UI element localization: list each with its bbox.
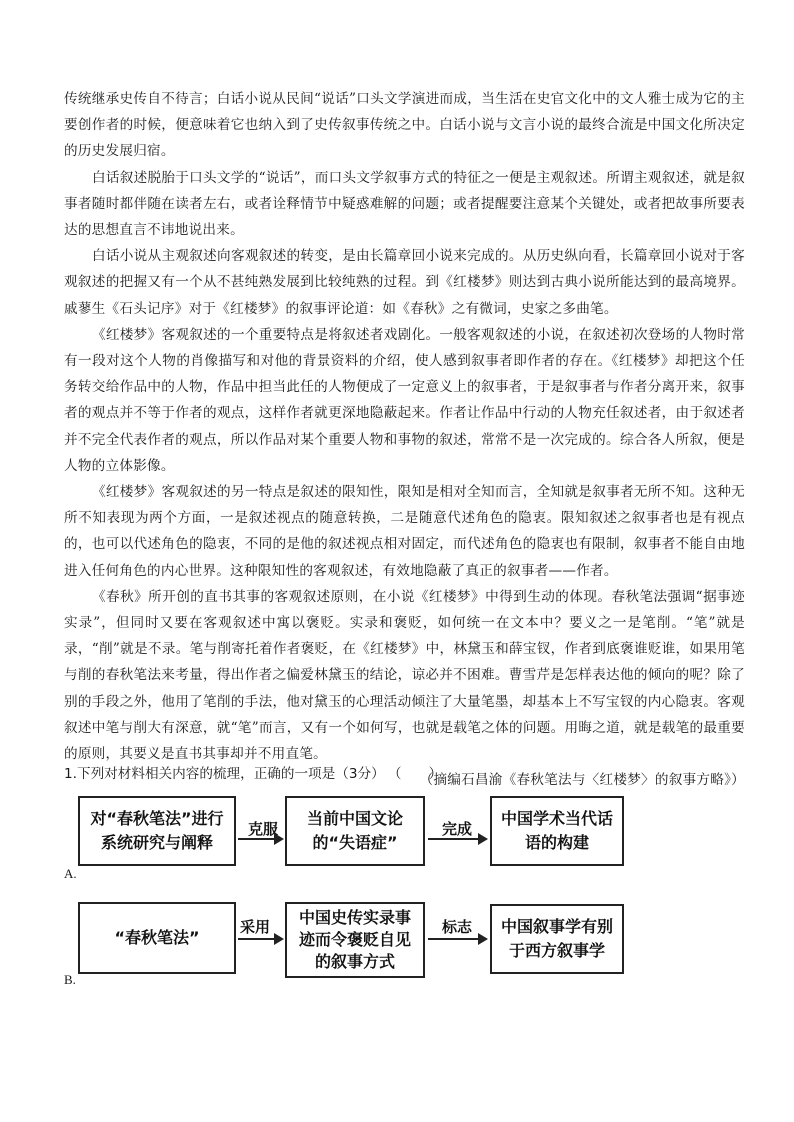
option-a-arrow-2 xyxy=(428,838,486,840)
option-b-arrow-1 xyxy=(238,938,282,940)
option-a-box-3: 中国学术当代话语的构建 xyxy=(490,796,624,866)
reading-passage xyxy=(64,86,745,793)
question-text: 1.下列对材料相关内容的梳理，正确的一项是（3分） xyxy=(64,766,385,782)
option-b-label: B. xyxy=(64,972,76,987)
answer-blank: （ ） xyxy=(394,766,443,782)
option-a-arrow-2-label: 完成 xyxy=(441,820,472,838)
option-a-label: A. xyxy=(64,866,77,881)
paragraph-2: 白话叙述脱胎于口头文学的“说话”，而口头文学叙事方式的特征之一便是主观叙述。所谓主观叙述，就是叙事者随时都伴随在读者左右，或者诠释情节中疑惑难解的问题；或者提醒要注意某个关键处，或者把故事所要表达的思想直言不讳地说出来。 xyxy=(64,169,745,239)
option-a-arrow-1-label: 克服 xyxy=(247,820,278,838)
option-b-arrow-1-label: 采用 xyxy=(239,918,270,936)
paragraph-6: 《春秋》所开创的直书其事的客观叙述原则，在小说《红楼梦》中得到生动的体现。春秋笔法强调“据事迹实录”，但同时又要在客观叙述中寓以褒贬。实录和褒贬，如何统一在文本中？要义之一是笔削。“笔”就是录，“削”就是不录。笔与削寄托着作者褒贬，在《红楼梦》中，林黛玉和薛宝钗，作者到底褒谁贬谁，如果用笔与削的春秋笔法来考量，得出作者之偏爱林黛玉的结论，谅必并不困难。曹雪芹是怎样表达他的倾向的呢？除了别的手段之外，他用了笔削的手法，他对黛玉的心理活动倾注了大量笔墨，却基本上不写宝钗的内心隐衷。客观叙述中笔与削大有深意，就“笔”而言，又有一个如何写，也就是载笔之体的问题。用晦之道，就是载笔的最重要的原则，其要义是直书其事却并不用直笔。 xyxy=(64,588,745,763)
option-a-flow xyxy=(64,796,764,880)
option-a-arrow-1 xyxy=(238,838,282,840)
paragraph-4: 《红楼梦》客观叙述的一个重要特点是将叙述者戏剧化。一般客观叙述的小说，在叙述初次登场的人物时常有一段对这个人物的肖像描写和对他的背景资料的介绍，使人感到叙事者即作者的存在。《红楼梦》却把这个任务转交给作品中的人物，作品中担当此任的人物便成了一定意义上的叙事者，于是叙事者与作者分离开来，叙事者的观点并不等于作者的观点，这样作者就更深地隐蔽起来。作者让作品中行动的人物充任叙述者，由于叙述者并不完全代表作者的观点，所以作品对某个重要人物和事物的叙述，常常不是一次完成的。综合各人所叙，便是人物的立体影像。 xyxy=(64,326,745,474)
option-a-box-1: 对“春秋笔法”进行系统研究与阐释 xyxy=(78,796,236,866)
option-b-flow xyxy=(64,902,764,988)
option-b-box-1: “春秋笔法” xyxy=(78,902,236,974)
option-b-box-3: 中国叙事学有别于西方叙事学 xyxy=(490,904,624,974)
paragraph-1: 传统继承史传自不待言；白话小说从民间“说话”口头文学演进而成，当生活在史官文化中的文人雅士成为它的主要创作者的时候，便意味着它也纳入到了史传叙事传统之中。白话小说与文言小说的最终合流是中国文化所决定的历史发展归宿。 xyxy=(64,91,745,160)
source-citation: （摘编石昌渝《春秋笔法与〈红楼梦〉的叙事方略》） xyxy=(419,772,745,789)
paragraph-3: 白话小说从主观叙述向客观叙述的转变，是由长篇章回小说来完成的。从历史纵向看，长篇章回小说对于客观叙述的把握又有一个从不甚纯熟发展到比较纯熟的过程。到《红楼梦》则达到古典小说所能达到的最高境界。戚蓼生《石头记序》对于《红楼梦》的叙事评论道：如《春秋》之有微词，史家之多曲笔。 xyxy=(64,248,745,317)
option-b-box-2: 中国史传实录事迹而令褒贬自见的叙事方式 xyxy=(285,902,425,978)
option-b-arrow-2-label: 标志 xyxy=(441,918,472,936)
option-b-arrow-2 xyxy=(428,938,486,940)
question-1 xyxy=(64,764,442,784)
paragraph-5: 《红楼梦》客观叙述的另一特点是叙述的限知性，限知是相对全知而言，全知就是叙事者无所不知。这种无所不知表现为两个方面，一是叙述视点的随意转换，二是随意代述角色的隐衷。限知叙述之叙事者也是有视点的，也可以代述角色的隐衷，不同的是他的叙述视点相对固定，而代述角色的隐衷也有限制，叙事者不能自由地进入任何角色的内心世界。这种限知性的客观叙述，有效地隐蔽了真正的叙事者——作者。 xyxy=(64,484,745,579)
option-a-box-2: 当前中国文论的“失语症” xyxy=(285,796,425,866)
